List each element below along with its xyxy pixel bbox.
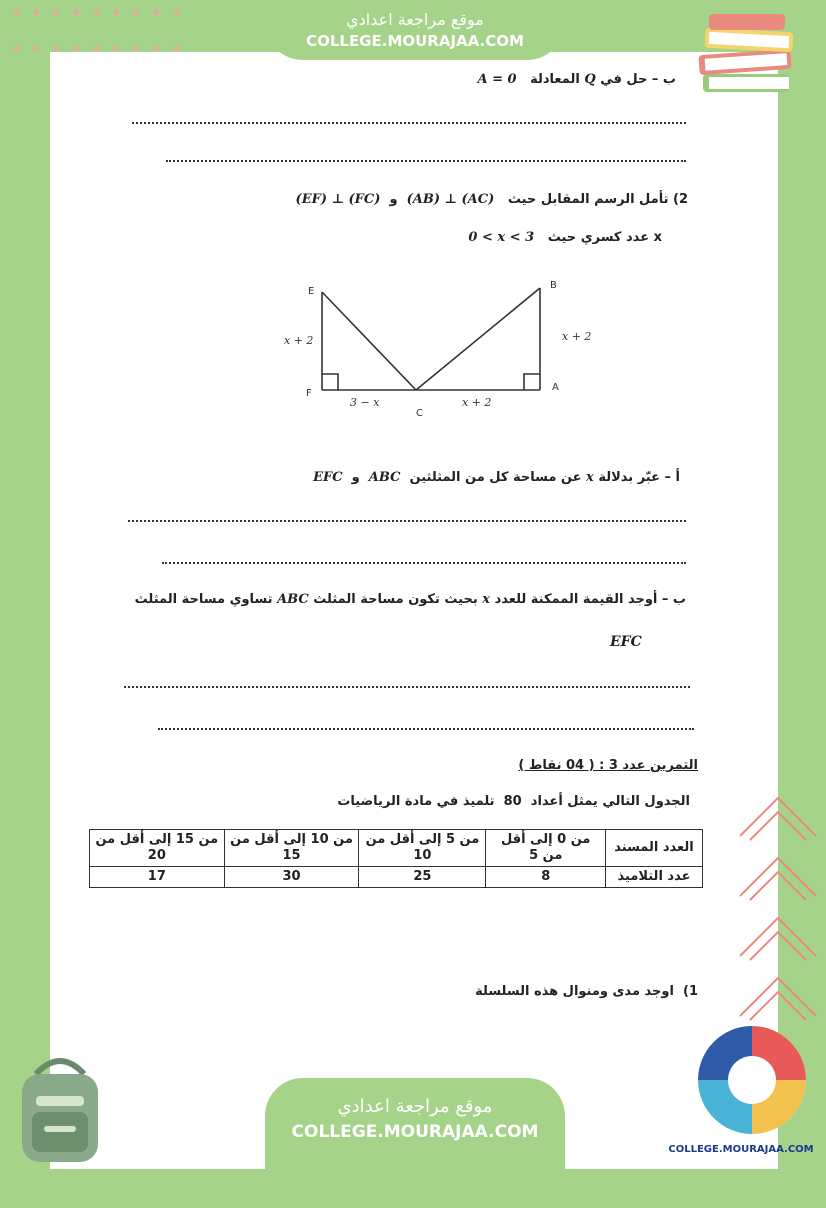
footer-site-name-ar: موقع مراجعة اعدادي <box>337 1096 493 1117</box>
question2-and: و <box>389 192 398 207</box>
table-cell-count: 25 <box>359 867 486 888</box>
question2-line <box>296 192 688 207</box>
part-a-and: و <box>351 470 360 485</box>
part-b2-var: x <box>482 592 491 607</box>
set-q: Q <box>584 72 596 87</box>
answer-line[interactable] <box>166 160 686 162</box>
header-site-name-en[interactable]: COLLEGE.MOURAJAA.COM <box>306 32 524 50</box>
table-col-range: من 10 إلى أقل من 15 <box>224 830 359 867</box>
part-b-word: المعادلة <box>530 72 580 87</box>
books-icon <box>695 14 805 100</box>
cond-ab-ac: (AB) ⊥ (AC) <box>406 192 495 207</box>
condition-text: x عدد كسري حيث <box>547 230 662 245</box>
part-b2-text3: تساوي مساحة المثلث <box>134 592 273 607</box>
answer-line[interactable] <box>162 562 686 564</box>
answer-line[interactable] <box>132 122 686 124</box>
part-b2-text: ب – أوجد القيمة الممكنة للعدد <box>494 592 686 607</box>
triangle-efc-2: EFC <box>610 634 642 650</box>
cond-ef-fc: (EF) ⊥ (FC) <box>295 192 381 207</box>
header-tab <box>265 0 565 60</box>
part-a-line <box>313 470 680 485</box>
table-header-row <box>90 830 703 867</box>
footer-logo-text: COLLEGE.MOURAJAA.COM <box>668 1144 814 1155</box>
table-intro-text: الجدول التالي يمثل أعداد <box>530 794 690 809</box>
triangle-abc-2: ABC <box>277 592 309 607</box>
equation-a-zero: A = 0 <box>477 72 517 87</box>
triangles-figure <box>270 270 610 430</box>
question1-line <box>475 984 698 999</box>
label-a: A <box>552 382 559 393</box>
condition-line <box>468 230 662 245</box>
length-ef: x + 2 <box>284 334 314 347</box>
triangle-abc: ABC <box>368 470 401 485</box>
table-cell-count: 8 <box>486 867 606 888</box>
part-a-text2: عن مساحة كل من المثلثين <box>409 470 582 485</box>
table-intro-text2: تلميذ في مادة الرياضيات <box>337 794 495 809</box>
answer-line[interactable] <box>124 686 690 688</box>
triangle-efc: EFC <box>313 470 343 485</box>
length-ca: x + 2 <box>462 396 492 409</box>
grades-table <box>89 829 703 888</box>
table-cell-count: 17 <box>90 867 225 888</box>
table-cell-count: 30 <box>224 867 359 888</box>
table-row <box>90 867 703 888</box>
answer-line[interactable] <box>128 520 686 522</box>
length-ab: x + 2 <box>562 330 592 343</box>
table-row-label: عدد التلاميذ <box>606 867 703 888</box>
table-col-range: من 5 إلى أقل من 10 <box>359 830 486 867</box>
part-a-var: x <box>586 470 594 485</box>
question2-text: تأمل الرسم المقابل حيث <box>507 192 669 207</box>
label-f: F <box>306 388 312 399</box>
site-logo-icon <box>692 1022 816 1136</box>
backpack-icon <box>8 1052 112 1166</box>
answer-line[interactable] <box>158 728 694 730</box>
table-intro <box>337 794 690 809</box>
question1-text: اوجد مدى ومنوال هذه السلسلة <box>475 984 674 999</box>
length-fc: 3 − x <box>350 396 380 409</box>
exercise3-title: التمرين عدد 3 : ( 04 نقاط ) <box>518 758 698 773</box>
label-e: E <box>308 286 315 297</box>
condition-inequality: 0 < x < 3 <box>468 230 535 245</box>
part-a-text: أ – عبّر بدلالة <box>598 470 680 485</box>
question2-number: 2) <box>673 192 688 207</box>
part-b2-text2: بحيث تكون مساحة المثلث <box>313 592 478 607</box>
part-b-prefix: ب – حل في <box>600 72 676 87</box>
label-b: B <box>550 280 557 291</box>
table-col-range: من 0 إلى أقل من 5 <box>486 830 606 867</box>
table-intro-count: 80 <box>503 794 522 809</box>
worksheet-page <box>50 52 778 1169</box>
part-b2-line <box>135 592 686 607</box>
label-c: C <box>416 408 423 419</box>
table-header-label: العدد المسند <box>606 830 703 867</box>
part-b-line <box>477 72 676 87</box>
header-site-name-ar: موقع مراجعة اعدادي <box>346 10 484 29</box>
footer-site-name-en[interactable]: COLLEGE.MOURAJAA.COM <box>291 1122 539 1142</box>
chevron-decoration-icon <box>736 790 820 1030</box>
question1-number: 1) <box>683 984 698 999</box>
table-col-range: من 15 إلى أقل من 20 <box>90 830 225 867</box>
